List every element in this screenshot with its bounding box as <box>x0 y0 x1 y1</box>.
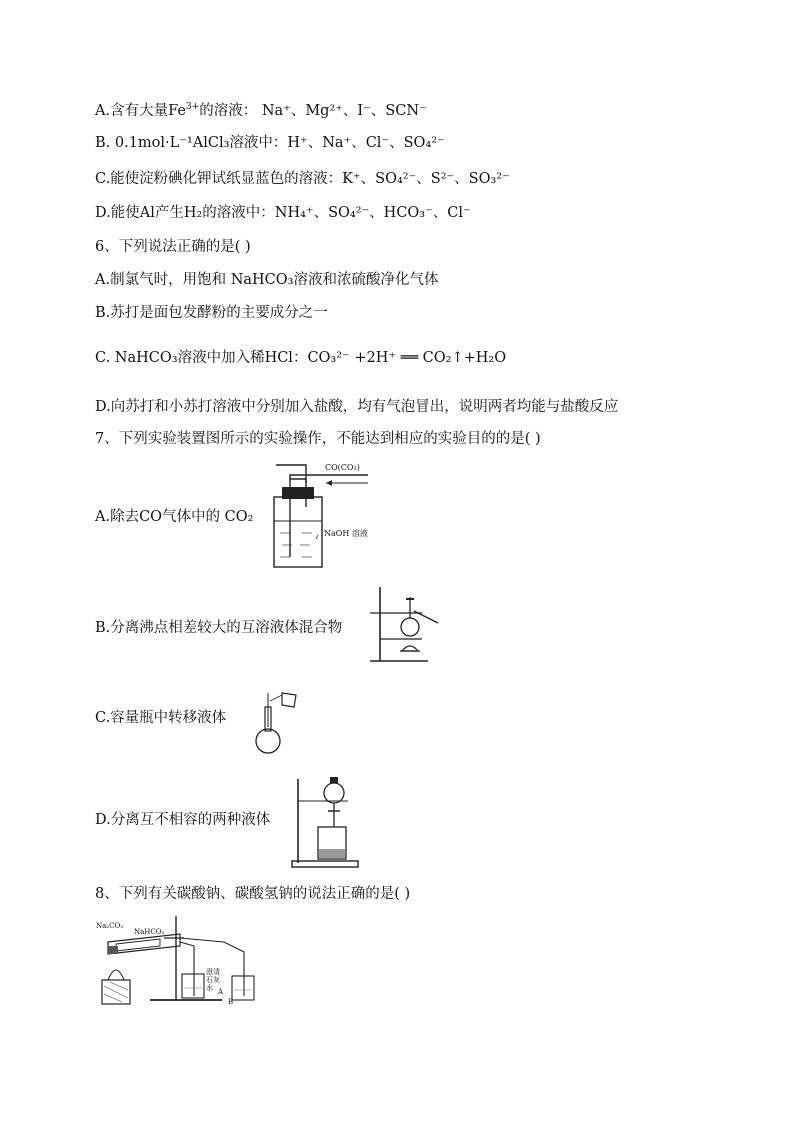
q5-option-a-prefix: A.含有大量Fe <box>95 102 186 119</box>
q5-option-a-fe-charge: 3+ <box>185 102 200 112</box>
label-b: B <box>228 998 234 1006</box>
label-a: A <box>218 988 224 996</box>
limewater-label: 澄清石灰水 <box>206 968 220 992</box>
gas-label: CO(CO₂) <box>325 463 360 472</box>
q8-stem: 8、下列有关碳酸钠、碳酸氢钠的说法正确的是( ) <box>95 886 411 902</box>
q6-option-b: B.苏打是面包发酵粉的主要成分之一 <box>95 305 328 321</box>
q7-option-b: B.分离沸点相差较大的互溶液体混合物 <box>95 620 343 636</box>
separatory-funnel-figure <box>288 775 366 869</box>
q5-option-a-ions: Na⁺、Mg²⁺、I⁻、SCN⁻ <box>261 102 427 119</box>
q5-option-b: B. 0.1mol·L⁻¹AlCl₃溶液中：H⁺、Na⁺、Cl⁻、SO₄²⁻ <box>95 135 445 151</box>
naoh-label: NaOH 溶液 <box>324 529 368 538</box>
distillation-figure <box>368 585 440 665</box>
q6-stem: 6、下列说法正确的是( ) <box>95 239 251 255</box>
volumetric-flask-figure <box>252 687 302 755</box>
q5-option-a <box>95 97 427 121</box>
q6-option-a: A.制氯气时，用饱和 NaHCO₃溶液和浓硫酸净化气体 <box>95 272 439 288</box>
gas-washing-bottle-figure <box>268 463 378 571</box>
q5-option-a-mid: 的溶液： <box>199 102 258 119</box>
q7-option-c: C.容量瓶中转移液体 <box>95 710 227 726</box>
heating-comparison-figure <box>94 912 268 1008</box>
q5-option-c: C.能使淀粉碘化钾试纸显蓝色的溶液：K⁺、SO₄²⁻、S²⁻、SO₃²⁻ <box>95 171 510 187</box>
q5-option-d: D.能使Al产生H₂的溶液中：NH₄⁺、SO₄²⁻、HCO₃⁻、Cl⁻ <box>95 205 471 221</box>
q7-option-a: A.除去CO气体中的 CO₂ <box>95 509 254 525</box>
nahco3-label: NaHCO₃ <box>134 928 165 936</box>
q7-stem: 7、下列实验装置图所示的实验操作，不能达到相应的实验目的的是( ) <box>95 431 541 447</box>
q7-option-d: D.分离互不相容的两种液体 <box>95 812 271 828</box>
na2co3-label: Na₂CO₃ <box>96 922 124 930</box>
q6-option-d: D.向苏打和小苏打溶液中分别加入盐酸，均有气泡冒出，说明两者均能与盐酸反应 <box>95 399 619 415</box>
q6-option-c: C. NaHCO₃溶液中加入稀HCl：CO₃²⁻ +2H⁺ ══ CO₂↑+H₂O <box>95 350 507 366</box>
